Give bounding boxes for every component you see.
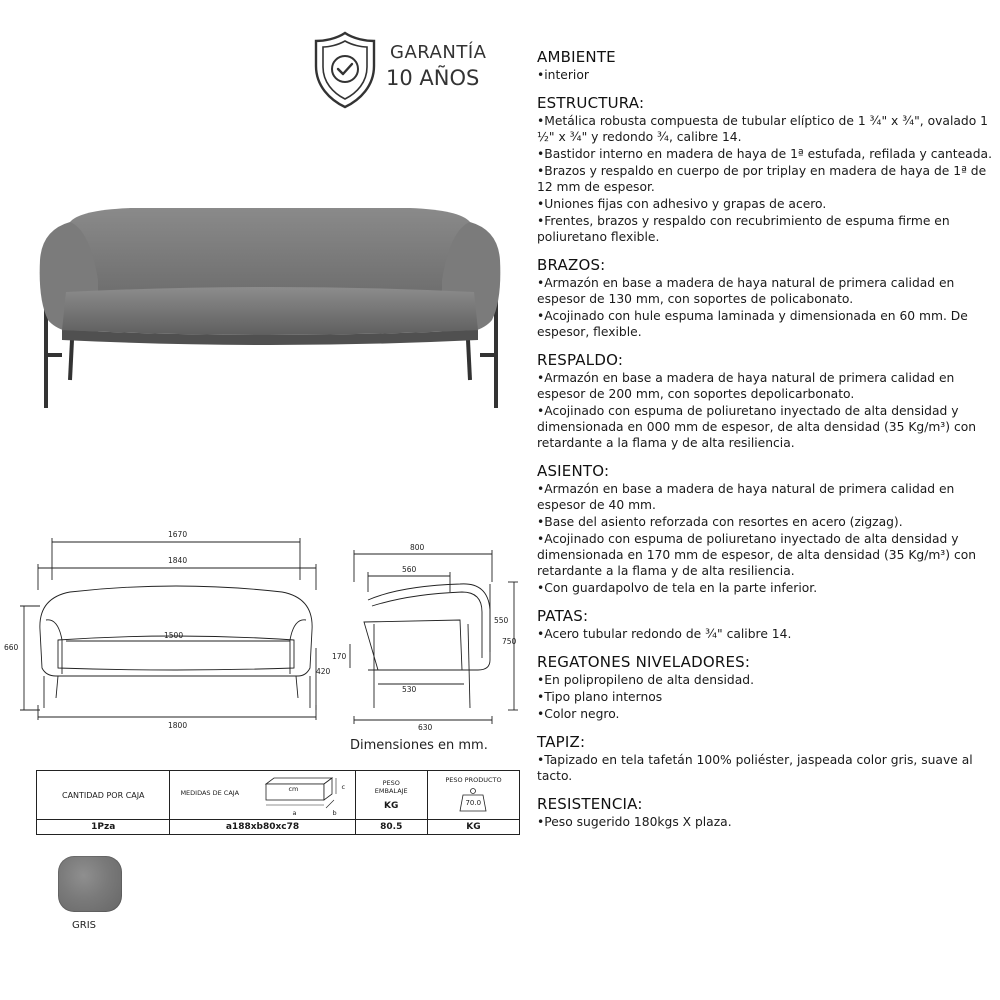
spec-title: TAPIZ: xyxy=(537,733,586,751)
spec-item: •Uniones fijas con adhesivo y grapas de acero. xyxy=(537,197,827,211)
value-pack-weight: 80.5 xyxy=(355,820,427,835)
spec-item: •Color negro. xyxy=(537,707,620,721)
spec-title: REGATONES NIVELADORES: xyxy=(537,653,751,671)
spec-item: •Tapizado en tela tafetán 100% poliéster, jaspeada color gris, suave al tacto. xyxy=(537,753,973,783)
spec-item: •Con guardapolvo de tela en la parte inferior. xyxy=(537,581,818,595)
warranty-years: 10 AÑOS xyxy=(386,66,480,90)
spec-item: •Acojinado con espuma de poliuretano inyectado de alta densidad y dimensionada en 170 mm de espesor, de alta densidad (35 Kg/m³) con retardante a la flama y de alta resiliencia. xyxy=(537,532,977,578)
spec-item: •interior xyxy=(537,68,589,82)
header-box xyxy=(170,771,355,820)
spec-item: •Armazón en base a madera de haya natural de primera calidad en espesor de 130 mm, con soportes de policabonato. xyxy=(537,276,955,306)
pack-weight-line1: PESO xyxy=(382,779,400,787)
spec-item: •Acero tubular redondo de ¾" calibre 14. xyxy=(537,627,792,641)
spec-item: •Frentes, brazos y respaldo con recubrimiento de espuma firme en poliuretano flexible. xyxy=(537,214,950,244)
spec-item: •Armazón en base a madera de haya natural de primera calidad en espesor de 40 mm. xyxy=(537,482,955,512)
spec-regatones xyxy=(537,653,992,722)
spec-respaldo xyxy=(537,351,992,451)
pack-weight-unit: KG xyxy=(384,801,399,811)
header-pack-weight xyxy=(355,771,427,820)
spec-item: •Base del asiento reforzada con resortes en acero (zigzag). xyxy=(537,515,903,529)
spec-title: AMBIENTE xyxy=(537,48,616,66)
spec-item: •Tipo plano internos xyxy=(537,690,663,704)
specifications xyxy=(537,48,992,841)
spec-title: BRAZOS: xyxy=(537,256,606,274)
product-weight-label: PESO PRODUCTO xyxy=(445,775,502,784)
warranty-label: GARANTÍA xyxy=(390,42,487,63)
sofa-photo xyxy=(20,190,520,420)
box-icon xyxy=(262,774,346,814)
fabric-swatch[interactable] xyxy=(58,856,122,912)
value-box: a188xb80xc78 xyxy=(170,820,355,835)
dim-front-overall: 1840 xyxy=(168,556,188,565)
dim-front-top: 1670 xyxy=(168,530,188,539)
spec-item: •Peso sugerido 180kgs X plaza. xyxy=(537,815,732,829)
spec-estructura xyxy=(537,94,992,245)
spec-item: •Armazón en base a madera de haya natural de primera calidad en espesor de 200 mm, con soportes depolicarbonato. xyxy=(537,371,955,401)
spec-resistencia xyxy=(537,795,992,830)
box-unit: cm xyxy=(288,785,299,793)
header-box-label: MEDIDAS DE CAJA xyxy=(180,789,240,797)
dim-side-back: 550 xyxy=(494,616,509,625)
spec-item: •Acojinado con espuma de poliuretano inyectado de alta densidad y dimensionada en 000 mm de espesor, de alta densidad (35 Kg/m³) con retardante a la flama y de alta resiliencia. xyxy=(537,404,977,450)
dim-side-base: 630 xyxy=(418,723,433,732)
spec-item: •Metálica robusta compuesta de tubular elíptico de 1 ¾" x ¾", ovalado 1 ½" x ¾" y redondo ¾, calibre 14. xyxy=(537,114,988,144)
dim-side-depth: 800 xyxy=(410,543,425,552)
dim-side-total: 750 xyxy=(502,637,517,646)
spec-item: •Brazos y respaldo en cuerpo de por triplay en madera de haya de 1ª de 12 mm de espesor. xyxy=(537,164,987,194)
spec-title: RESISTENCIA: xyxy=(537,795,643,813)
dim-front-height: 660 xyxy=(4,643,19,652)
dim-front-seat-height: 420 xyxy=(316,667,331,676)
spec-asiento xyxy=(537,462,992,596)
box-dim-c: c xyxy=(341,783,346,791)
weight-icon xyxy=(458,787,488,813)
packing-table xyxy=(36,770,520,835)
spec-tapiz xyxy=(537,733,992,784)
product-weight-value: 70.0 xyxy=(465,798,482,807)
dim-front-base: 1800 xyxy=(168,721,188,730)
spec-ambiente xyxy=(537,48,992,83)
spec-item: •En polipropileno de alta densidad. xyxy=(537,673,754,687)
spec-patas xyxy=(537,607,992,642)
spec-item: •Acojinado con hule espuma laminada y dimensionada en 60 mm. De espesor, flexible. xyxy=(537,309,968,339)
dim-side-arm: 170 xyxy=(332,652,347,661)
box-dim-b: b xyxy=(332,809,337,817)
value-qty: 1Pza xyxy=(37,820,170,835)
pack-weight-line2: EMBALAJE xyxy=(374,787,408,795)
swatch-label: GRIS xyxy=(72,920,96,931)
box-dim-a: a xyxy=(292,809,297,817)
spec-title: RESPALDO: xyxy=(537,351,624,369)
warranty-badge xyxy=(312,30,512,110)
dim-side-inner: 560 xyxy=(402,565,417,574)
spec-title: PATAS: xyxy=(537,607,589,625)
dim-side-seat-depth: 530 xyxy=(402,685,417,694)
dimension-drawings xyxy=(0,520,520,740)
value-product-weight: KG xyxy=(427,820,519,835)
header-product-weight xyxy=(427,771,519,820)
spec-brazos xyxy=(537,256,992,340)
dimensions-caption: Dimensiones en mm. xyxy=(350,738,488,753)
shield-check-icon xyxy=(312,30,378,110)
spec-title: ASIENTO: xyxy=(537,462,610,480)
dim-front-seat: 1500 xyxy=(164,631,184,640)
spec-title: ESTRUCTURA: xyxy=(537,94,645,112)
header-qty: CANTIDAD POR CAJA xyxy=(37,771,170,820)
spec-item: •Bastidor interno en madera de haya de 1ª estufada, refilada y canteada. xyxy=(537,147,992,161)
